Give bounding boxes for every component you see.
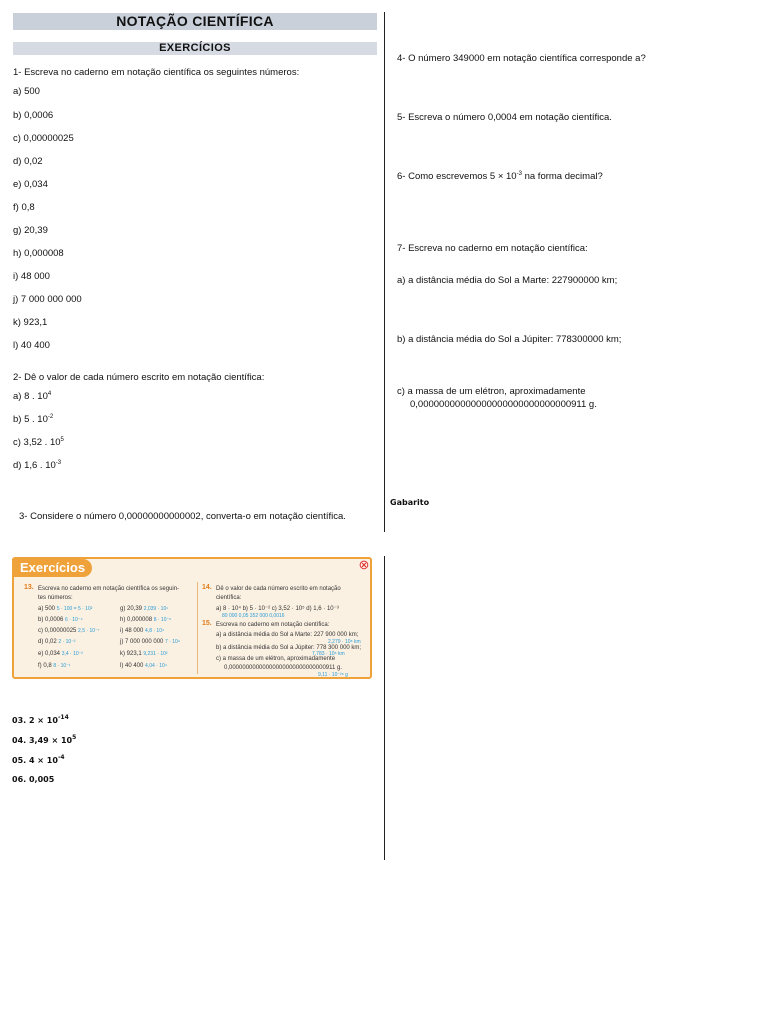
book-item: j) 7 000 000 000 7 · 10⁹: [120, 639, 180, 645]
book-item: l) 40 400 4,04 · 10⁴: [120, 663, 167, 669]
q7-item-a: a) a distância média do Sol a Marte: 227900000 km;: [397, 275, 618, 286]
q1-item: i) 48 000: [13, 271, 50, 282]
q5-prompt: 5- Escreva o número 0,0004 em notação científica.: [397, 112, 612, 123]
q1-item: g) 20,39: [13, 225, 48, 236]
gabarito-label: Gabarito: [390, 498, 430, 507]
book-item: d) 0,02 2 · 10⁻²: [38, 639, 76, 645]
book-q13-number: 13.: [24, 584, 34, 591]
column-divider-top: [384, 12, 385, 532]
book-q15-number: 15.: [202, 620, 212, 627]
q7-item-c: c) a massa de um elétron, aproximadamente: [397, 386, 586, 397]
q3-prompt: 3- Considere o número 0,00000000000002, converta-o em notação científica.: [19, 511, 346, 522]
book-item: a) 500 5 · 100 = 5 · 10²: [38, 606, 93, 612]
book-q15-a-answer: 2,279 · 10⁸ km: [328, 639, 361, 645]
book-item: f) 0,8 8 · 10⁻¹: [38, 663, 71, 669]
book-q15-b-answer: 7,783 · 10⁸ km: [312, 651, 345, 657]
book-q14-number: 14.: [202, 584, 212, 591]
book-q13-text: Escreva no caderno em notação científica os seguin-: [38, 586, 180, 592]
q7-prompt: 7- Escreva no caderno em notação científica:: [397, 243, 588, 254]
book-q15-c-answer: 9,11 · 10⁻²⁸ g: [318, 672, 348, 678]
q6-prompt: 6- Como escrevemos $5 \times 10^{-3}$ na forma decimal?: [397, 171, 603, 182]
book-q15-a: a) a distância média do Sol a Marte: 227 900 000 km;: [216, 632, 359, 638]
q1-item: h) 0,000008: [13, 248, 64, 259]
answer-item: 05. $4 \times 10^{-4}$: [12, 754, 65, 765]
book-q15-c-value: 0,00000000000000000000000000000911 g.: [224, 665, 343, 671]
book-q14-text: científica:: [216, 595, 242, 601]
q7-item-c-value: 0,00000000000000000000000000000911 g.: [410, 399, 597, 410]
book-q14-items: a) 8 · 10⁴ b) 5 · 10⁻² c) 3,52 · 10⁵ d) 1,6 · 10⁻³: [216, 606, 339, 612]
answer-item: 03. $2 \times 10^{-14}$: [12, 714, 69, 725]
book-q15-c: c) a massa de um elétron, aproximadamente: [216, 656, 336, 662]
answer-item: 06. 0,005: [12, 775, 55, 784]
column-divider-bottom: [384, 556, 385, 860]
book-q15-b: b) a distância média do Sol a Júpiter: 778 300 000 km;: [216, 645, 362, 651]
book-item: c) 0,00000025 2,5 · 10⁻⁷: [38, 628, 100, 634]
q1-item: k) 923,1: [13, 317, 48, 328]
book-item: k) 923,1 9,231 · 10²: [120, 651, 168, 657]
q2-item-b: b) 5 . $10^{-2}$: [13, 414, 54, 425]
q1-item: d) 0,02: [13, 156, 43, 167]
q1-item: f) 0,8: [13, 202, 35, 213]
book-item: h) 0,000008 8 · 10⁻⁶: [120, 617, 172, 623]
q2-prompt: 2- Dê o valor de cada número escrito em notação científica:: [13, 372, 265, 383]
q2-item-d: d) 1,6 . $10^{-3}$: [13, 460, 62, 471]
page-title: NOTAÇÃO CIENTÍFICA: [13, 13, 377, 30]
q7-item-b: b) a distância média do Sol a Júpiter: 778300000 km;: [397, 334, 622, 345]
book-q14-text: Dê o valor de cada número escrito em notação: [216, 586, 341, 592]
section-subtitle: EXERCÍCIOS: [13, 42, 377, 55]
q1-item: j) 7 000 000 000: [13, 294, 82, 305]
book-item: i) 48 000 4,8 · 10⁴: [120, 628, 165, 634]
textbook-header: Exercícios: [12, 559, 92, 577]
book-q13-text: tes números:: [38, 595, 73, 601]
book-item: g) 20,39 2,039 · 10¹: [120, 606, 168, 612]
book-q15-text: Escreva no caderno em notação científica:: [216, 622, 330, 628]
q1-item: e) 0,034: [13, 179, 48, 190]
q1-item: b) 0,0006: [13, 110, 54, 121]
answer-item: 04. $3,49 \times 10^5$: [12, 734, 77, 745]
book-item: b) 0,0006 6 · 10⁻⁴: [38, 617, 83, 623]
q2-item-c: c) 3,52 . $10^5$: [13, 437, 64, 448]
book-q14-answers: 80 000 0,05 352 000 0,0016: [222, 613, 285, 619]
book-divider: [197, 582, 198, 674]
q1-item: c) 0,00000025: [13, 133, 74, 144]
close-icon: ⊗: [358, 557, 370, 572]
q1-item: l) 40 400: [13, 340, 50, 351]
q1-prompt: 1- Escreva no caderno em notação científica os seguintes números:: [13, 67, 300, 78]
q1-item: a) 500: [13, 86, 40, 97]
book-item: e) 0,034 3,4 · 10⁻²: [38, 651, 83, 657]
q2-item-a: a) 8 . $10^4$: [13, 391, 52, 402]
q4-prompt: 4- O número 349000 em notação científica corresponde a?: [397, 53, 646, 64]
